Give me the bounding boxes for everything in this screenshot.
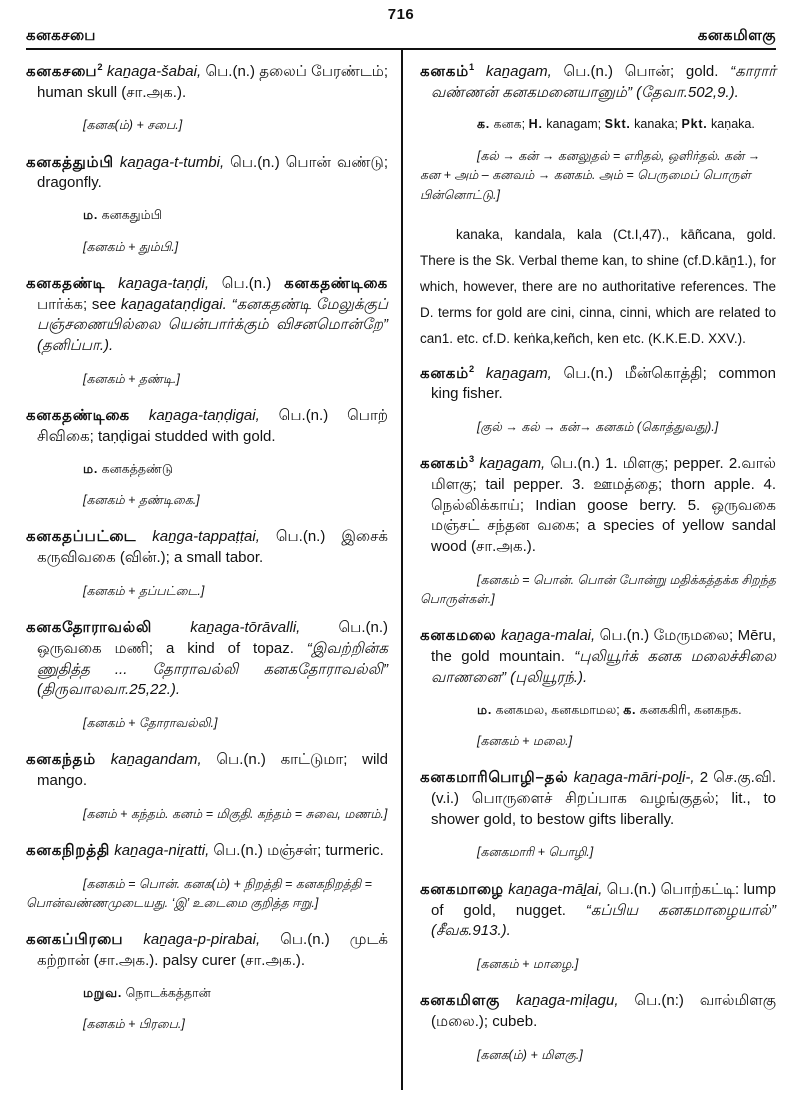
- body-text: பெ.(n.) இசைக் கருவிவகை (வின்.); a small tabor.: [37, 528, 389, 567]
- headword-text: Pkt.: [681, 117, 708, 132]
- italic-text: “இவற்றின்க ணுதித்த ... தோராவல்லி கனகதோராவல்லி” (திருவாலவா.25,22.).: [37, 639, 388, 699]
- entry-definition: [26, 750, 388, 791]
- entry-note: [26, 985, 388, 1003]
- dictionary-entry: [26, 274, 388, 389]
- dictionary-entry: [420, 62, 776, 352]
- body-text: [கனக(ம்) + மிளகு.]: [477, 1047, 583, 1062]
- body-text: பெ.(n.): [209, 275, 285, 292]
- body-text: கனகதும்பி: [98, 208, 163, 223]
- italic-text: kaṉaga-p-pirabai,: [123, 931, 261, 949]
- body-text: [கனகம் + தோராவல்லி.]: [83, 715, 218, 730]
- dictionary-entry: [420, 991, 776, 1065]
- entry-etymology: [420, 843, 776, 862]
- body-text: பெ.(n.) பொன்; gold.: [551, 63, 731, 80]
- body-text: பெ.(n.) மேருமலை; Mēru, the gold mountain.: [431, 627, 776, 666]
- body-text: [கனகம் + மலை.]: [477, 734, 573, 749]
- dictionary-entry: [26, 406, 388, 510]
- body-text: [கனகம் + தும்பி.]: [83, 239, 179, 254]
- dictionary-entry: [26, 841, 388, 913]
- headword-text: கனகமாழை: [420, 880, 504, 898]
- body-text: kanaka;: [630, 117, 682, 132]
- italic-text: kaṉaga-tōrāvalli,: [152, 619, 301, 637]
- dictionary-entry: [26, 62, 388, 136]
- headword-text: ம.: [83, 208, 99, 223]
- body-text: 2 செ.கு.வி. (v.i.) பொருளைச் சிறப்பாக வழங்குதல்; lit., to shower gold, to bestow gifts liberally.: [431, 769, 777, 828]
- entry-etymology: [26, 370, 388, 389]
- guide-words: [26, 27, 776, 46]
- italic-text: kaṉaga-miḷagu,: [500, 992, 619, 1010]
- headword-superscript: 1: [469, 62, 475, 72]
- body-text: [கனகம் = பொன். கனக(ம்) + நிறத்தி = கனகநிறத்தி = பொன்வண்ணமுடையது. ‘இ’ உடைமை குறித்த ஈறு.]: [26, 876, 372, 911]
- body-text: பெ.(n.) மஞ்சள்; turmeric.: [209, 842, 384, 859]
- entry-etymology: [26, 714, 388, 733]
- column-right: [401, 50, 776, 1090]
- entry-etymology: [26, 238, 388, 257]
- entry-definition: [26, 153, 388, 194]
- entry-definition: [420, 991, 776, 1032]
- headword-text: கனகதப்பட்டை: [26, 528, 137, 546]
- body-text: [கனகம் + மாழை.]: [477, 956, 579, 971]
- entry-etymology: [420, 571, 776, 610]
- body-text: kanagam;: [542, 117, 605, 132]
- headword-text: கனகப்பிரபை: [26, 931, 124, 949]
- italic-text: kaṉaga-taṇḍigai,: [129, 407, 260, 425]
- headword-text: மறுவ.: [83, 985, 123, 1000]
- italic-text: kaṉaga-māri-poḻi-,: [568, 769, 695, 787]
- body-text: [கனகம் + தண்டிகை.]: [83, 493, 200, 507]
- entry-definition: [420, 454, 776, 557]
- headword-text: கனகதண்டிகை: [284, 275, 389, 292]
- headword-superscript: 3: [469, 454, 475, 465]
- text-columns: [26, 50, 776, 1090]
- dictionary-entry: [26, 153, 388, 257]
- dictionary-entry: [420, 626, 776, 751]
- entry-note: [420, 702, 776, 720]
- dictionary-entry: [420, 364, 776, 438]
- entry-etymology: [26, 875, 388, 914]
- entry-note: [420, 116, 776, 134]
- body-text: பெ.(n.) காட்டுமா; wild mango.: [37, 751, 388, 789]
- body-text: kanaka, kandala, kala (Ct.I,47)., kāñcana, gold. There is the Sk. Verbal theme kan, to shine (cf.D.kāṉ1.), for which, however, there are no authoritative references. The D. terms for gold are cini, cinna, cinni, which are related to can1. etc. cf.D. keṅka,keñch, ken etc. (K.K.E.D. XXV.).: [420, 227, 776, 346]
- entry-etymology: [26, 116, 388, 135]
- dictionary-entry: [26, 618, 388, 733]
- page-number: 716: [387, 6, 415, 23]
- dictionary-entry: [420, 454, 776, 609]
- body-text: kaṇaka.: [707, 117, 755, 132]
- body-text: பெ.(n.) தலைப் பேரண்டம்; human skull (சா.அக.).: [37, 63, 388, 101]
- italic-text: “கனகதண்டி மேலுக்குப் பஞ்சணையில்லை யென்பார்க்கும் விசனமொன்றே” (தனிப்பா.).: [37, 295, 389, 355]
- body-text: பெ.(n.) பொற் சிவிகை; taṇḍigai studded with gold.: [37, 407, 388, 445]
- entry-definition: [420, 626, 776, 688]
- body-text: [கனக(ம்) + சபை.]: [83, 118, 183, 133]
- headword-text: Skt.: [604, 117, 631, 132]
- entry-definition: [420, 768, 776, 830]
- entry-etymology: [420, 418, 776, 437]
- entry-paragraph: [420, 222, 776, 352]
- body-text: பெ.(n.) 1. மிளகு; pepper. 2.வால் மிளகு; tail pepper. 3. ஊமத்தை; thorn apple. 4. நெல்லிக்காய்; Indian goose berry. 5. ஒருவகை மஞ்சட் சந்தன வகை; a species of yellow sandal wood (சா.அக.).: [431, 455, 776, 556]
- headword-text: கனகம்: [420, 455, 470, 473]
- italic-text: kaṉagam,: [474, 364, 552, 382]
- column-left: [26, 50, 401, 1090]
- italic-text: kaṉga-tappaṭṭai,: [136, 528, 260, 546]
- entry-etymology: [26, 582, 388, 601]
- headword-text: கனகம்: [420, 63, 470, 80]
- entry-definition: [26, 930, 388, 971]
- italic-text: kaṉagam,: [474, 455, 546, 473]
- body-text: பெ.(n.) பொன் வண்டு; dragonfly.: [37, 153, 388, 192]
- italic-text: kaṉaga-t-tumbi,: [113, 153, 225, 171]
- headword-text: ம.: [477, 702, 493, 717]
- headword-text: கனகந்தம்: [26, 751, 97, 769]
- headword-text: H.: [528, 117, 543, 132]
- running-head: [26, 6, 776, 50]
- body-text: [கனகமாரி + பொழி.]: [477, 845, 594, 860]
- entry-etymology: [420, 1046, 776, 1065]
- body-text: [கல் → கன் → கனலுதல் = எரிதல், ஒளிர்தல். கன் → கன + அம் – கனவம் → கனகம். அம் = பெருமைப் பொருள் பின்னொட்டு.]: [420, 148, 761, 202]
- italic-text: “புலியூர்க் கனக மலைச்சிலை வாணனை” (புலியூரந்.).: [431, 648, 776, 686]
- body-text: கனககிரி, கனகநக.: [636, 702, 742, 717]
- entry-note: [26, 461, 388, 479]
- guide-word-right: கனகமிளகு: [697, 27, 776, 44]
- entry-definition: [420, 62, 776, 103]
- italic-text: kaṉaga-māḻai,: [503, 880, 603, 898]
- entry-etymology: [26, 491, 388, 510]
- italic-text: kaṉaga-malai,: [496, 627, 596, 645]
- dictionary-entry: [420, 768, 776, 862]
- italic-text: kaṉaga-niṟatti,: [110, 842, 210, 859]
- body-text: நொடக்கத்தான்: [122, 985, 211, 1000]
- italic-text: kaṉaga-šabai,: [102, 63, 202, 80]
- body-text: பெ.(n.) பொற்கட்டி: lump of gold, nugget.: [431, 880, 776, 919]
- entry-note: [26, 207, 388, 225]
- entry-definition: [26, 841, 388, 862]
- italic-text: kaṉagataṇḍigai.: [120, 295, 227, 313]
- dictionary-entry: [26, 527, 388, 601]
- italic-text: “காரார் வண்ணன் கனகமனையானும்” (தேவா.502,9.).: [431, 63, 776, 101]
- headword-text: கனகசபை: [26, 63, 98, 80]
- body-text: கனகமல, கனகமாமல;: [492, 702, 624, 717]
- entry-etymology: [420, 147, 776, 205]
- dictionary-entry: [26, 750, 388, 824]
- body-text: பெ.(n:) வால்மிளகு (மலை.); cubeb.: [431, 992, 776, 1030]
- italic-text: kaṉaga-taṇḍi,: [105, 275, 210, 292]
- headword-text: கனகமலை: [420, 627, 497, 645]
- headword-text: கனகநிறத்தி: [26, 842, 111, 859]
- body-text: பெ.(n.) முடக் கற்றான் (சா.அக.). palsy curer (சா.அக.).: [37, 931, 388, 970]
- headword-text: ம.: [83, 461, 99, 476]
- entry-definition: [26, 406, 388, 447]
- body-text: [கனகம் + பிரபை.]: [83, 1017, 185, 1032]
- headword-text: கனகமிளகு: [420, 992, 501, 1010]
- entry-etymology: [26, 805, 388, 824]
- entry-etymology: [420, 955, 776, 974]
- entry-definition: [26, 62, 388, 103]
- entry-etymology: [420, 732, 776, 751]
- headword-text: கனகமாரிபொழி–தல்: [420, 769, 569, 787]
- body-text: [கனம் + கந்தம். கனம் = மிகுதி. கந்தம் = சுவை, மணம்.]: [83, 806, 388, 821]
- italic-text: kaṉagam,: [474, 63, 552, 80]
- headword-text: கனகதண்டிகை: [26, 407, 130, 425]
- italic-text: “கப்பிய கனகமாழையால்” (சீவக.913.).: [431, 901, 777, 940]
- headword-text: கனகதோராவல்லி: [26, 619, 153, 637]
- headword-text: கனகத்தும்பி: [26, 153, 114, 171]
- body-text: பார்க்க; see: [37, 295, 121, 313]
- guide-word-left: கனகசபை: [26, 27, 96, 44]
- body-text: [கனகம் = பொன். பொன் போன்று மதிக்கத்தக்க சிறந்த பொருள்கள்.]: [420, 572, 776, 607]
- headword-superscript: 2: [97, 62, 103, 72]
- entry-definition: [26, 527, 388, 568]
- body-text: [கனகம் + தண்டி.]: [83, 371, 180, 386]
- body-text: [குல் → கல் → கன்→ கனகம் (கொத்துவது).]: [477, 419, 719, 434]
- entry-definition: [26, 618, 388, 701]
- headword-text: கனகதண்டி: [26, 275, 106, 292]
- entry-definition: [420, 364, 776, 405]
- headword-text: க.: [477, 117, 491, 132]
- dictionary-entry: [420, 880, 776, 974]
- headword-superscript: 2: [469, 363, 475, 374]
- body-text: கனக;: [490, 117, 529, 132]
- body-text: பெ.(n.) ஒருவகை மணி; a kind of topaz.: [37, 619, 389, 657]
- entry-etymology: [26, 1015, 388, 1034]
- entry-definition: [420, 880, 776, 942]
- entry-definition: [26, 274, 388, 357]
- dictionary-entry: [26, 930, 388, 1034]
- italic-text: kaṉagandam,: [96, 751, 202, 769]
- body-text: கனகத்தண்டு: [98, 461, 174, 476]
- headword-text: கனகம்: [420, 364, 470, 382]
- headword-text: க.: [623, 702, 637, 717]
- body-text: பெ.(n.) மீன்கொத்தி; common king fisher.: [431, 364, 776, 403]
- body-text: [கனகம் + தப்பட்டை.]: [83, 583, 205, 598]
